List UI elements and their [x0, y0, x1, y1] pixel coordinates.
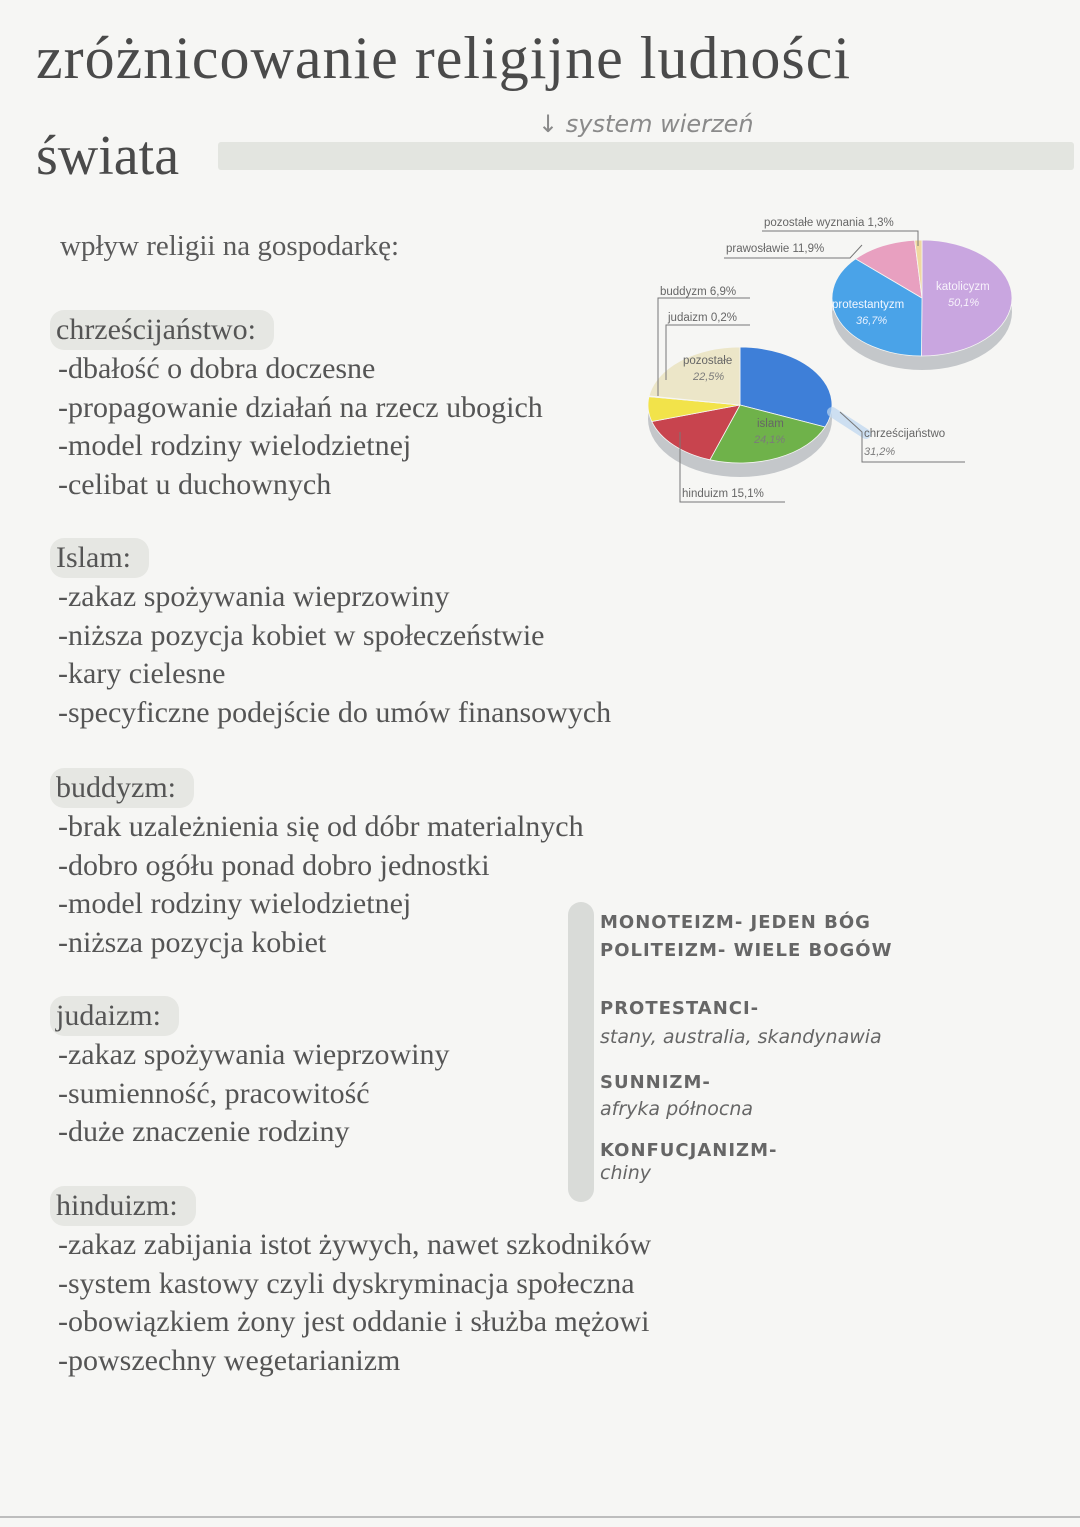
list-item: -niższa pozycja kobiet w społeczeństwie: [58, 618, 545, 652]
list-item: -zakaz zabijania istot żywych, nawet szkodników: [58, 1228, 652, 1261]
title-underline-bar: [218, 142, 1074, 170]
list-item: -model rodziny wielodzietnej: [58, 887, 412, 920]
list-item: -duże znaczenie rodziny: [58, 1115, 350, 1148]
section-title: Islam:: [50, 538, 149, 578]
list-item: -zakaz spożywania wieprzowiny: [58, 580, 450, 613]
main-pie: [648, 347, 832, 477]
section-title: hinduizm:: [50, 1186, 196, 1226]
list-item: -powszechny wegetarianizm: [58, 1343, 401, 1377]
section-christianity: [58, 310, 543, 504]
list-item: -propagowanie działań na rzecz ubogich: [58, 390, 543, 424]
label-judaizm: judaizm 0,2%: [668, 312, 738, 324]
label-buddyzm: buddyzm 6,9%: [660, 286, 737, 298]
pct-katolicyzm: 50,1%: [948, 297, 980, 309]
list-item: -sumienność, pracowitość: [58, 1076, 370, 1110]
label-protestantyzm: protestantyzm: [832, 299, 905, 311]
list-item: -zakaz spożywania wieprzowiny: [58, 1038, 450, 1071]
list-item: -kary cielesne: [58, 657, 226, 690]
label-pozostale-wyznania: pozostałe wyznania 1,3%: [764, 217, 894, 229]
section-judaism: [58, 996, 450, 1152]
note-monoteizm: MONOTEIZM- JEDEN BÓG: [600, 912, 871, 933]
list-item: -dobro ogółu ponad dobro jednostki: [58, 848, 490, 882]
note-protestanci-text: stany, australia, skandynawia: [600, 1026, 882, 1048]
page-title-line2: świata: [36, 125, 180, 187]
note-sunnizm-text: afryka północna: [600, 1098, 754, 1120]
intro-heading: wpływ religii na gospodarkę:: [60, 230, 400, 262]
note-politeizm: POLITEIZM- WIELE BOGÓW: [600, 940, 893, 961]
list-item: -specyficzne podejście do umów finansowych: [58, 695, 612, 729]
section-hinduism: [58, 1186, 651, 1380]
note-protestanci-title: PROTESTANCI-: [600, 998, 760, 1019]
section-title: chrześcijaństwo:: [50, 310, 274, 350]
list-item: -system kastowy czyli dyskryminacja społeczna: [58, 1266, 635, 1300]
pct-pozostale: 22,5%: [693, 371, 725, 383]
label-katolicyzm: katolicyzm: [936, 281, 990, 293]
label-pozostale: pozostałe: [683, 355, 733, 367]
section-buddhism: [58, 768, 584, 962]
list-item: -brak uzależnienia się od dóbr materialnych: [58, 810, 584, 843]
list-item: -obowiązkiem żony jest oddanie i służba mężowi: [58, 1305, 650, 1338]
list-item: -celibat u duchownych: [58, 467, 332, 501]
pct-islam: 24,1%: [754, 434, 786, 446]
note-konfucjanizm-title: KONFUCJANIZM-: [600, 1140, 778, 1161]
list-item: -niższa pozycja kobiet: [58, 925, 327, 959]
label-islam: islam: [757, 418, 784, 430]
pct-chrzescijanstwo: 31,2%: [864, 446, 896, 458]
pct-protestantyzm: 36,7%: [856, 315, 888, 327]
section-title: judaizm:: [50, 996, 179, 1036]
note-konfucjanizm-text: chiny: [600, 1162, 652, 1184]
page-title-line1: zróżnicowanie religijne ludności: [36, 25, 852, 91]
note-sunnizm-title: SUNNIZM-: [600, 1072, 711, 1093]
list-item: -model rodziny wielodzietnej: [58, 429, 412, 462]
section-islam: [58, 538, 611, 732]
religion-pie-chart: [640, 200, 1080, 520]
list-item: -dbałość o dobra doczesne: [58, 352, 376, 385]
label-prawoslawie: prawosławie 11,9%: [726, 243, 825, 255]
side-note-bar: [568, 902, 594, 1202]
bottom-divider: [0, 1516, 1080, 1518]
label-hinduizm: hinduizm 15,1%: [682, 488, 764, 500]
label-chrzescijanstwo: chrześcijaństwo: [864, 428, 946, 440]
section-title: buddyzm:: [50, 768, 194, 808]
title-annotation: ↓ system wierzeń: [538, 110, 754, 138]
